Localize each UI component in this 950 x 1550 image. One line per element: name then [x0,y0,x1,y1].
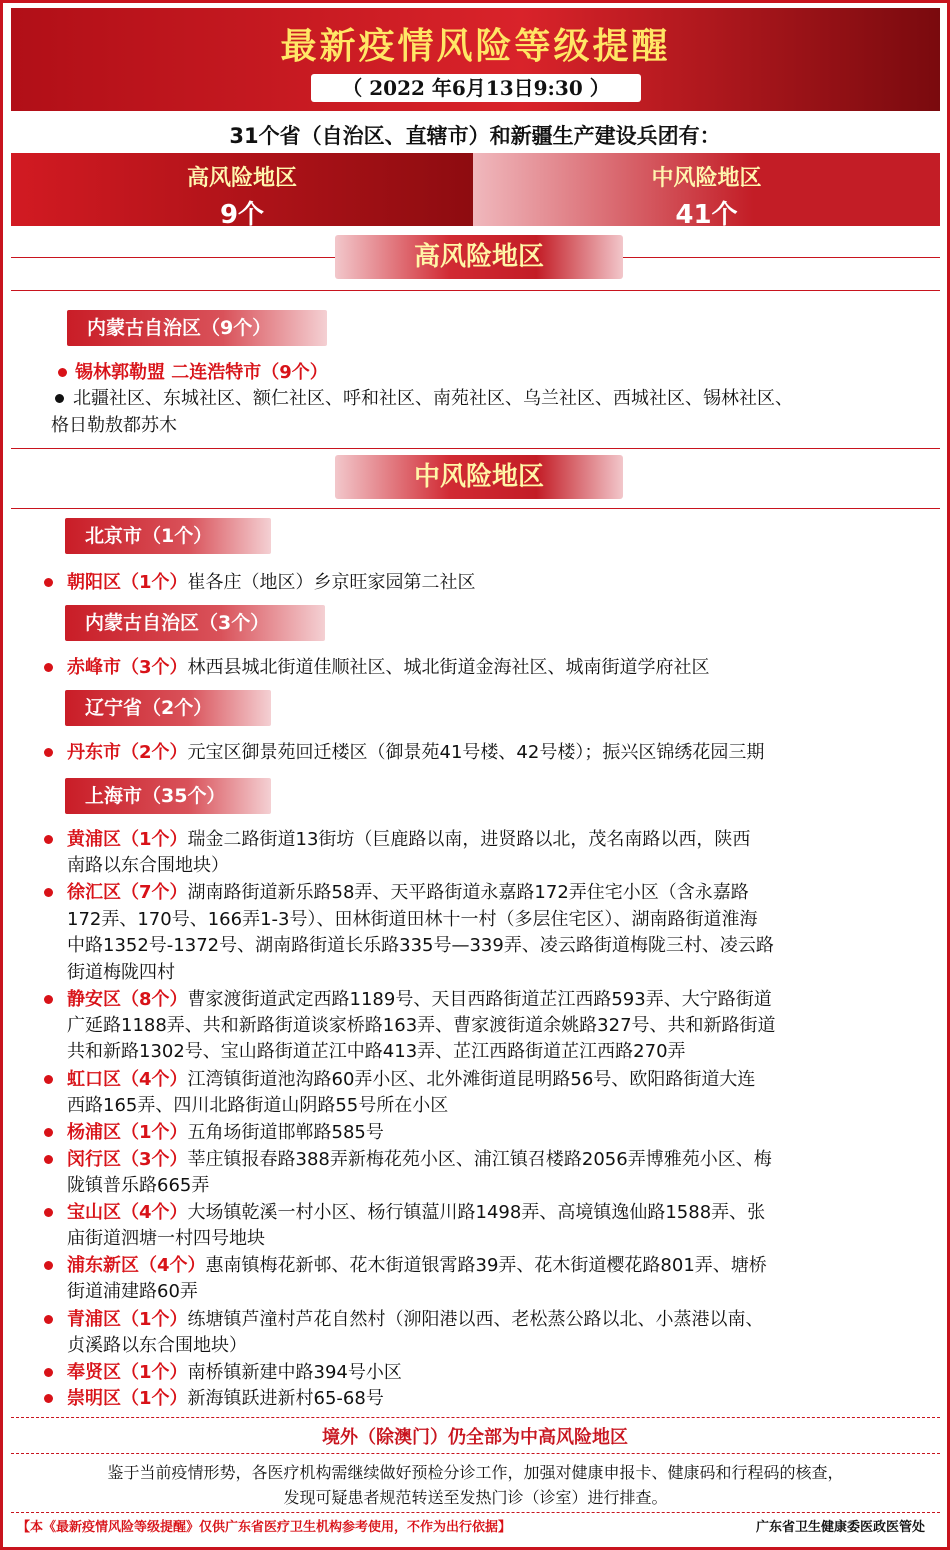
bullet-icon [44,1128,53,1137]
divider [11,1417,940,1418]
province-header: 内蒙古自治区（9个） [67,310,327,346]
list-item: 浦东新区（4个）惠南镇梅花新邨、花木街道银霄路39弄、花木街道樱花路801弄、塘桥 [67,1255,767,1276]
list-item: 崇明区（1个）新海镇跃进新村65-68号 [67,1388,384,1409]
high-risk-heading: 高风险地区 [335,235,623,279]
list-item-cont: 街道浦建路60弄 [67,1281,198,1302]
bullet-icon [44,835,53,844]
bullet-icon [44,1368,53,1377]
bullet-icon [44,1208,53,1217]
bullet-icon [44,995,53,1004]
header-banner [11,8,940,111]
list-item-cont: 陇镇普乐路665弄 [67,1175,210,1196]
bullet-icon [58,368,67,377]
list-item: 黄浦区（1个）瑞金二路街道13街坊（巨鹿路以南，进贤路以北，茂名南路以西，陕西 [67,829,751,850]
high-risk-summary [11,153,473,230]
bullet-icon [44,1261,53,1270]
bullet-icon [44,578,53,587]
disclaimer: 【本《最新疫情风险等级提醒》仅供广东省医疗卫生机构参考使用，不作为出行依据】 [17,1520,512,1535]
list-item-cont: 庙街道泗塘一村四号地块 [67,1228,265,1249]
high-risk-label: 高风险地区 [186,166,297,191]
province-header: 内蒙古自治区（3个） [65,605,325,641]
section-divider [11,290,940,291]
list-item: 杨浦区（1个）五角场街道邯郸路585号 [67,1122,384,1143]
list-item: 奉贤区（1个）南桥镇新建中路394号小区 [67,1362,402,1383]
list-item: 徐汇区（7个）湖南路街道新乐路58弄、天平路街道永嘉路172弄住宅小区（含永嘉路 [67,882,749,903]
list-item: 静安区（8个）曹家渡街道武定西路1189号、天目西路街道芷江西路593弄、大宁路街道 [67,989,772,1010]
list-item: 闵行区（3个）莘庄镇报春路388弄新梅花苑小区、浦江镇召楼路2056弄博雅苑小区、梅 [67,1149,772,1170]
mid-risk-heading: 中风险地区 [335,455,623,499]
high-risk-city: 锡林郭勒盟 二连浩特市（9个） [75,362,328,383]
advice-text [13,1460,938,1510]
list-item: 朝阳区（1个）崔各庄（地区）乡京旺家园第二社区 [67,572,476,593]
bullet-icon [44,748,53,757]
bullet-icon [55,394,64,403]
list-item: 虹口区（4个）江湾镇街道池沟路60弄小区、北外滩街道昆明路56号、欧阳路街道大连 [67,1069,756,1090]
list-item-cont: 南路以东合围地块） [67,855,229,876]
high-risk-count: 9个 [219,200,265,230]
list-item-cont: 广延路1188弄、共和新路街道谈家桥路163弄、曹家渡街道余姚路327号、共和新路街道 [67,1015,776,1036]
divider [11,1453,940,1454]
bullet-icon [44,888,53,897]
list-item: 赤峰市（3个）林西县城北街道佳顺社区、城北街道金海社区、城南街道学府社区 [67,657,710,678]
section-divider [11,448,940,449]
advice-line: 鉴于当前疫情形势，各医疗机构需继续做好预检分诊工作，加强对健康申报卡、健康码和行程码的核查， [107,1463,844,1482]
list-item: 宝山区（4个）大场镇乾溪一村小区、杨行镇蕰川路1498弄、高境镇逸仙路1588弄、张 [67,1202,766,1223]
bullet-icon [44,1075,53,1084]
bullet-icon [44,1394,53,1403]
update-date: （ 2022 年6月13日9:30 ） [311,74,641,102]
mid-risk-summary [473,153,940,230]
overseas-note: 境外（除澳门）仍全部为中高风险地区 [322,1427,628,1448]
list-item-cont: 中路1352号-1372号、湖南路街道长乐路335号—339弄、凌云路街道梅陇三村、凌云路 [67,935,774,956]
section-divider [11,508,940,509]
bullet-icon [44,1155,53,1164]
high-risk-areas-cont: 格日勒敖都苏木 [51,415,177,436]
list-item: 丹东市（2个）元宝区御景苑回迁楼区（御景苑41号楼、42号楼）；振兴区锦绣花园三期 [67,742,765,763]
list-item: 青浦区（1个）练塘镇芦潼村芦花自然村（泖阳港以西、老松蒸公路以北、小蒸港以南、 [67,1309,764,1330]
page-title: 最新疫情风险等级提醒 [280,25,671,67]
mid-risk-label: 中风险地区 [651,166,762,191]
intro-text: 31个省（自治区、直辖市）和新疆生产建设兵团有： [229,124,721,148]
high-risk-areas: 北疆社区、东城社区、额仁社区、呼和社区、南苑社区、乌兰社区、西城社区、锡林社区、 [73,388,793,409]
list-item-cont: 街道梅陇四村 [67,962,175,983]
divider [11,1512,940,1513]
province-header: 辽宁省（2个） [65,690,271,726]
bullet-icon [44,663,53,672]
province-header: 北京市（1个） [65,518,271,554]
list-item-cont: 172弄、170号、166弄1-3号）、田林街道田林十一村（多层住宅区）、湖南路街道淮海 [67,909,758,930]
list-item-cont: 西路165弄、四川北路街道山阴路55号所在小区 [67,1095,449,1116]
bullet-icon [44,1315,53,1324]
list-item-cont: 贞溪路以东合围地块） [67,1335,247,1356]
list-item-cont: 共和新路1302号、宝山路街道芷江中路413弄、芷江西路街道芷江西路270弄 [67,1041,686,1062]
advice-line: 发现可疑患者规范转送至发热门诊（诊室）进行排查。 [283,1488,668,1507]
province-header: 上海市（35个） [65,778,271,814]
mid-risk-count: 41个 [675,200,738,230]
source-org: 广东省卫生健康委医政医管处 [755,1520,925,1535]
